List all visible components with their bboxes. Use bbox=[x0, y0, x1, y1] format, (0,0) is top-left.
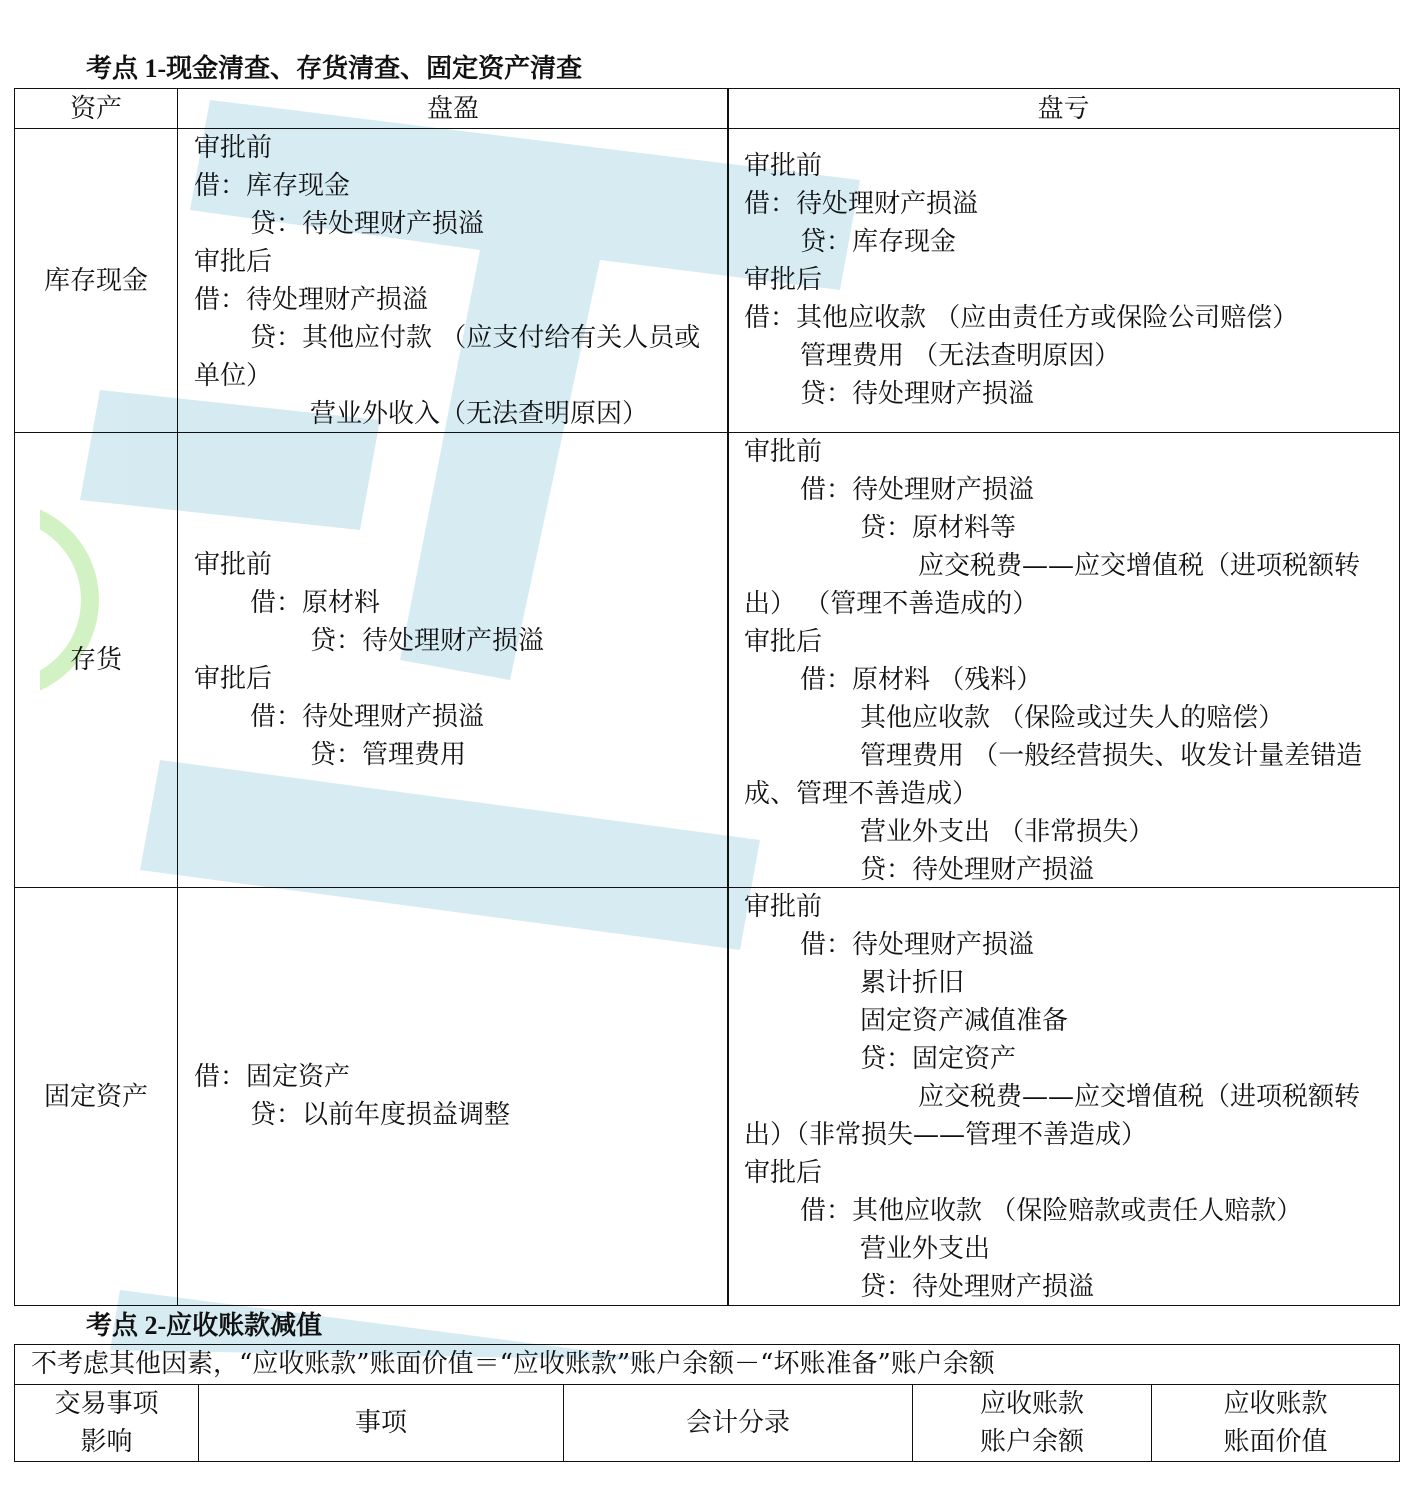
entry-line: 固定资产减值准备 bbox=[860, 1006, 1069, 1036]
entry-line: 审批后 bbox=[744, 627, 823, 657]
entry-line: 贷：库存现金 bbox=[800, 227, 957, 257]
section2-heading: 考点 2-应收账款减值 bbox=[86, 1311, 323, 1340]
asset-label: 库存现金 bbox=[43, 265, 148, 296]
entry-line: 借：其他应收款 （应由责任方或保险公司赔偿） bbox=[744, 303, 1299, 333]
entry-line: 借：原材料 （残料） bbox=[800, 665, 1043, 695]
entry-line: 贷：其他应付款 （应支付给有关人员或单位） bbox=[194, 323, 701, 391]
entry-line: 贷：待处理财产损溢 bbox=[860, 1272, 1095, 1302]
row-inventory-surplus bbox=[177, 432, 729, 888]
entry-line: 贷：待处理财产损溢 bbox=[310, 626, 545, 656]
entry-line: 其他应收款 （保险或过失人的赔偿） bbox=[860, 703, 1285, 733]
entry-line: 营业外支出 bbox=[860, 1234, 991, 1264]
header-impact bbox=[14, 1384, 199, 1462]
entry-line: 借：待处理财产损溢 bbox=[800, 930, 1035, 960]
header-book-value bbox=[1151, 1384, 1400, 1462]
asset-label: 存货 bbox=[69, 645, 122, 675]
header-entry-label: 会计分录 bbox=[685, 1408, 790, 1438]
row-fixed-loss bbox=[727, 887, 1400, 1306]
row-cash-surplus bbox=[177, 128, 729, 433]
entry-line: 贷：待处理财产损溢 bbox=[800, 379, 1035, 409]
header-asset-label: 资产 bbox=[69, 93, 122, 124]
entry-line: 借：待处理财产损溢 bbox=[250, 702, 485, 732]
entry-line: 借：其他应收款 （保险赔款或责任人赔款） bbox=[800, 1196, 1303, 1226]
entry-line: 贷：待处理财产损溢 bbox=[250, 209, 485, 239]
entry-line: 管理费用 （无法查明原因） bbox=[800, 341, 1121, 371]
entry-line: 管理费用 （一般经营损失、收发计量差错造成、管理不善造成） bbox=[744, 741, 1363, 809]
formula-text: 不考虑其他因素，“应收账款”账面价值＝“应收账款”账户余额－“坏账准备”账户余额 bbox=[31, 1349, 995, 1379]
row-inventory-loss bbox=[727, 432, 1400, 888]
entry-line: 审批前 bbox=[194, 133, 273, 163]
header-loss-label: 盘亏 bbox=[1037, 93, 1090, 124]
header-book-value-label: 应收账款账面价值 bbox=[1223, 1389, 1328, 1457]
entry-line: 审批后 bbox=[744, 1158, 823, 1188]
entry-line: 审批前 bbox=[744, 151, 823, 181]
header-matter bbox=[198, 1384, 564, 1462]
header-asset bbox=[14, 88, 178, 129]
entry-line: 审批前 bbox=[194, 550, 273, 580]
formula-row bbox=[14, 1344, 1400, 1385]
header-loss bbox=[727, 88, 1400, 129]
entry-line: 审批后 bbox=[194, 664, 273, 694]
entry-line: 借：库存现金 bbox=[194, 171, 351, 201]
row-fixed-asset bbox=[14, 887, 178, 1306]
entry-line: 借：原材料 bbox=[250, 588, 381, 618]
section1-heading: 考点 1-现金清查、存货清查、固定资产清查 bbox=[86, 54, 583, 83]
row-inventory-asset bbox=[14, 432, 178, 888]
header-balance bbox=[912, 1384, 1152, 1462]
entry-line: 借：待处理财产损溢 bbox=[800, 475, 1035, 505]
entry-line: 应交税费——应交增值税（进项税额转出）（非常损失——管理不善造成） bbox=[744, 1082, 1361, 1150]
header-entry bbox=[563, 1384, 913, 1462]
entry-line: 营业外收入（无法查明原因） bbox=[310, 399, 649, 429]
asset-label: 固定资产 bbox=[43, 1081, 148, 1112]
entry-line: 借：待处理财产损溢 bbox=[744, 189, 979, 219]
entry-line: 营业外支出 （非常损失） bbox=[860, 817, 1155, 847]
entry-line: 贷：原材料等 bbox=[860, 513, 1017, 543]
entry-line: 审批前 bbox=[744, 892, 823, 922]
header-balance-label: 应收账款账户余额 bbox=[979, 1389, 1084, 1457]
row-cash-loss bbox=[727, 128, 1400, 433]
entry-line: 贷：待处理财产损溢 bbox=[860, 855, 1095, 885]
entry-line: 审批后 bbox=[744, 265, 823, 295]
row-cash-asset bbox=[14, 128, 178, 433]
header-matter-label: 事项 bbox=[354, 1408, 407, 1438]
header-impact-label: 交易事项影响 bbox=[54, 1389, 159, 1457]
entry-line: 贷：管理费用 bbox=[310, 740, 467, 770]
entry-line: 借：固定资产 bbox=[194, 1062, 351, 1092]
row-fixed-surplus bbox=[177, 887, 729, 1306]
header-surplus bbox=[177, 88, 729, 129]
entry-line: 审批后 bbox=[194, 247, 273, 277]
entry-line: 贷：固定资产 bbox=[860, 1044, 1017, 1074]
entry-line: 审批前 bbox=[744, 437, 823, 467]
entry-line: 贷：以前年度损益调整 bbox=[250, 1100, 511, 1130]
header-surplus-label: 盘盈 bbox=[426, 93, 479, 124]
entry-line: 借：待处理财产损溢 bbox=[194, 285, 429, 315]
entry-line: 应交税费——应交增值税（进项税额转出） （管理不善造成的） bbox=[744, 551, 1361, 619]
entry-line: 累计折旧 bbox=[860, 968, 965, 998]
